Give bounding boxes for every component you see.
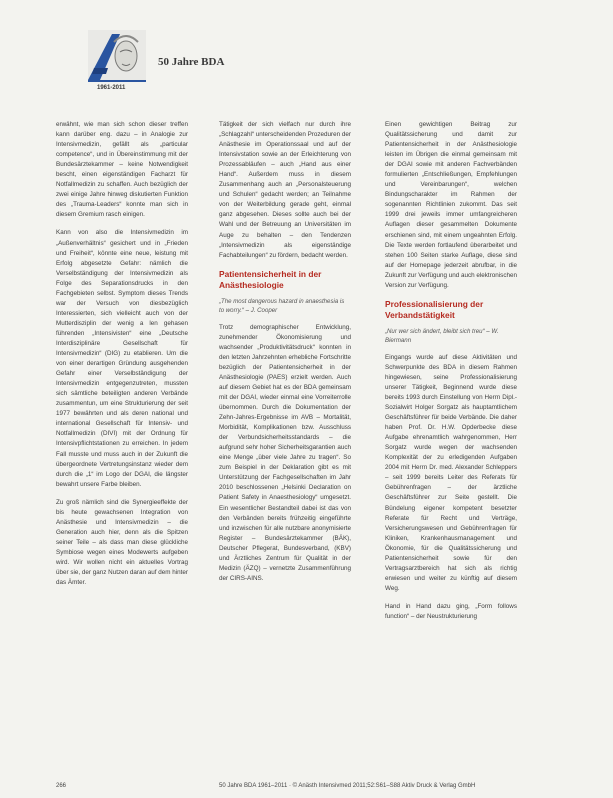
body-paragraph: Tätigkeit der sich vielfach nur durch ihre „Schlagzahl“ unterscheidenden Prozeduren der Anästhesie im Operationssaal und auf der Intensivstation sowie an der Erleichterung von Prozessabläufen – auch „Hand aus einer Hand“. Außerdem muss in diesem Zusammenhang auch an „Personalsteuerung und Schulen“ gedacht werden; an Teilnahme von der Weiterbildung gerade geht, einmal ganz abgesehen. Dieses sollte auch bei der Wahl und der Betreuung an Universitäten im Auge zu behalten – den Tendenzen „Intensivmedizin als eigenständige Fachabteilungen“ zu fördern, bedacht werden. [219, 121, 351, 259]
body-paragraph: erwähnt, wie man sich schon dieser treffen kann darüber eng. dazu – in Analogie zur Intensivmedizin, gefällt als „particular competence“, und in Übereinstimmung mit der Bundesärztekammer – keine Notwendigkeit bescht, einen eigenständigen Facharzt für Notfallmedizin zu schaffen. Auch bezüglich der zwei einige Jahre hinweg diskutierten Funktion des „Trauma-Leaders“ konnte man sich in diesem Gremium rasch einigen. [56, 121, 188, 219]
header-years: 1961-2011 [97, 85, 126, 91]
page-number: 266 [56, 783, 67, 789]
body-paragraph: Einen gewichtigen Beitrag zur Qualitätssicherung und damit zur Patientensicherheit in der Anästhesiologie leisten im Übrigen die einmal gemeinsam mit der DGAI sowie mit anderen Fachverbänden formulierten „Entschließungen, Empfehlungen und Vereinbarungen“, welchen Bindungscharakter im Rahmen der sogenannten Richtlinien zukommt. Das seit 1999 drei jeweils immer umfangreicheren Auflagen dieser gesammelten Dokumente erschienen sind, mit einem ungeahnten Erfolg. Die Texte werden fortlaufend überarbeitet und stehen 100 Seiten starke Auflage, diese sind auf der Homepage jederzeit abrufbar, in die Zukunft zur Verfügung und auch elektronischen Version zur Verfügung. [385, 121, 517, 289]
epigraph-quote: „Nur wer sich ändert, bleibt sich treu“ – W. Biermann [385, 327, 499, 344]
text-column-3 [385, 120, 517, 630]
body-paragraph: Eingangs wurde auf diese Aktivitäten und Schwerpunkte des BDA in diesem Rahmen hingewiesen, seine Professionalisierung unserer Tätigkeit, Beginnend wurde diese bereits 1993 durch Einstellung von Herrn Dipl.-Sozialwirt Holger Sorgatz als hauptamtlichem Geschäftsführer für beide Verbände. Die daher haben Prof. Dr. H.W. Opderbecke diese Aufgabe ehrenamtlich wahrgenommen, Herr Sorgatz wurde wegen der wachsenden Komplexität der zu erledigenden Aufgaben 2004 mit Herrn Dr. med. Alexander Schleppers – seit 1999 bereits Leiter des Referats für Gebührenfragen – der ärztliche Geschäftsführer zur Seite gestellt. Die Bündelung eigener kompetent besetzter Referate für Recht und Verträge, Versicherungswesen und Gebührenfragen für Kliniken, Krankenhausmanagement und Ökonomie, für die Qualitätssicherung und Patientensicherheit sowie für den Vertragsarztbereich hat sich als richtig erwiesen und weiter zu künftig auf diesem Weg. [385, 353, 517, 592]
body-paragraph: Kann von also die Intensivmedizin im „Außenverhältnis“ gesichert und in „Frieden und Freiheit“, könnte eine neue, leistung mit Erfolg abgesetzte Gefahr: nämlich die Verselbständigung der Intensivmedizin als Folge des Separationsdrucks in den Fachgebieten selbst. Symptom dieses Trends war der Versuch von diesbezüglich Interessierten, sich vielleicht auch von der Mutterdisziplin der wenig a len gehasen führenden „Intensivisten“ eine „Deutsche Interdisziplinäre Gesellschaft für Intensivmedizin“ (DIG) zu etablieren. Um die von einer derartigen Gründung ausgehenden Gefahr einer Verselbständigung der Intensivmedizin entgegenzutreten, mussten sich sämtliche beteiligten anderen Verbände zusammentun, um eine Strukturierung der seit 1977 bewährten und als deren national und international Gesellschaft für Intensiv- und Notfallmedizin (DIVI) mit der Ordnung für Intensivpflichtstationen zu erreichen. In jedem Fall musste und muss auch in der Zukunft die übergeordnete Vertretungsinstanz wieder dem durch die „1“ im Logo der DGAI, die längster bewahrt unsere Farbe bleiben. [56, 229, 188, 488]
footer-line: 50 Jahre BDA 1961–2011 · © Anästh Intensivmed 2011;52:S61–S88 Aktiv Druck & Verlag GmbH [219, 783, 476, 789]
section-heading: Patientensicherheit in der Anästhesiologie [219, 268, 322, 290]
epigraph-quote: „The most dangerous hazard in anaesthesia is to worry.“ – J. Cooper [219, 297, 345, 314]
header-title: 50 Jahre BDA [158, 56, 225, 68]
section-heading: Professionalisierung der Verbandstätigkeit [385, 298, 484, 320]
body-paragraph: Trotz demographischer Entwicklung, zunehmender Ökonomisierung und wachsender „Produktivitätsdruck“ konnten in den letzten Jahrzehnten erhebliche Fortschritte bezüglich der Patientensicherheit in der Anästhesiologie (PAES) erzielt werden. Auch auf diesem Gebiet hat es der BDA gemeinsam mit der DGAI, wieder einmal eine Vorreiterrolle übernommen. Durch die Dokumentation der Zehn-Jahres-Ergebnisse im AVB – Mortalität, Morbidität, Komplikationen bzw. Ausschluss der Verbundsicherheitsstandards – die aufgrund sehr hoher Sicherheitsgarantien auch eine Menge „über viele Jahre zu tragen“. So zum Beispiel in der Deklaration gibt es mit Unterstützung der Fachgesellschaften im Jahr 2010 beschlossenen „Helsinki Declaration on Patient Safety in Anaesthesiology“ umgesetzt. Ein wesentlicher Bestandteil dabei ist das von den Verbänden bereits frühzeitig eingeführte und inzwischen für alle nutzbare anonymisierte Register – Bundesärztekammer (BÄK), Deutscher Pflegerat, Bundesverband, (KBV) und Ärztliches Zentrum für Qualität in der Medizin (ÄZQ) – vernetzte Zusammenführung der CIRS-AINS. [219, 323, 351, 582]
body-paragraph: Zu groß nämlich sind die Synergieeffekte der bis heute gewachsenen Integration von Anästhesie und Intensivmedizin – die Generation auch hier, denn als die Spitzen seiner Teile – als dass man diese glückliche Symbiose wegen eines Modewerts aufgeben wird. Wir wollen nicht ein aktuelles Vortrag über sie, der ganz Nutzen daran auf dem hinter das Ämter. [56, 498, 188, 587]
text-column-2 [219, 120, 351, 592]
body-paragraph: Hand in Hand dazu ging, „Form follows function“ – der Neustrukturierung [385, 602, 517, 620]
text-column-1 [56, 120, 188, 596]
logo-baseline [88, 80, 146, 82]
logo-face [115, 41, 137, 71]
